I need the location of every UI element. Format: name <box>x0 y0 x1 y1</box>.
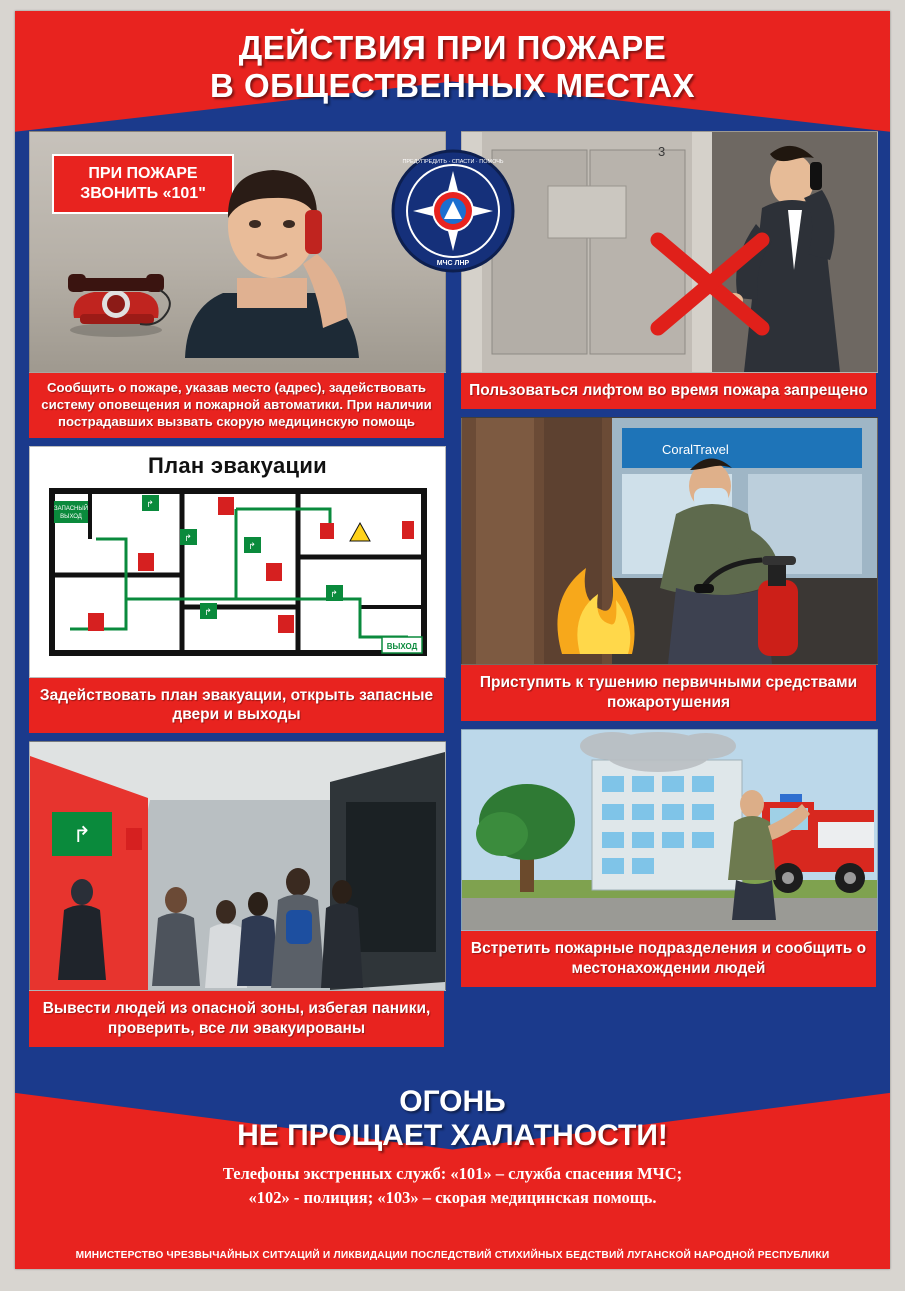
svg-text:↱: ↱ <box>146 498 154 509</box>
lift-scene <box>462 132 877 372</box>
plan-title: План эвакуации <box>147 452 327 478</box>
svg-text:ПРЕДУПРЕДИТЬ · СПАСТИ · ПОМОЧЬ: ПРЕДУПРЕДИТЬ · СПАСТИ · ПОМОЧЬ <box>401 159 504 165</box>
extinguisher-scene <box>462 418 877 664</box>
man-with-phone-illustration <box>177 158 367 358</box>
call-badge-line-1: ПРИ ПОЖАРЕ <box>88 165 198 182</box>
footer-slogan <box>15 1085 890 1152</box>
caption-lift: Пользоваться лифтом во время пожара запрещено <box>461 373 876 409</box>
svg-text:↱: ↱ <box>204 606 212 617</box>
svg-text:МЧС ЛНР: МЧС ЛНР <box>436 260 469 267</box>
cell-plan <box>29 446 444 734</box>
photo-lift-forbidden <box>461 131 878 373</box>
photo-corridor-evacuation <box>29 741 446 991</box>
svg-text:↱: ↱ <box>72 822 92 848</box>
right-column <box>461 131 876 995</box>
svg-text:↱: ↱ <box>184 532 192 543</box>
cell-meet <box>461 729 876 987</box>
poster-footer <box>15 1077 890 1269</box>
svg-text:ВЫХОД: ВЫХОД <box>60 513 82 520</box>
header-line-1: ДЕЙСТВИЯ ПРИ ПОЖАРЕ <box>238 29 667 67</box>
poster <box>15 11 890 1269</box>
header-line-2: В ОБЩЕСТВЕННЫХ МЕСТАХ <box>209 67 696 104</box>
svg-text:ЗАПАСНЫЙ: ЗАПАСНЫЙ <box>53 505 89 512</box>
footer-slogan-line-1: ОГОНЬ <box>399 1085 506 1118</box>
left-column <box>29 131 444 1055</box>
poster-header <box>15 11 890 123</box>
caption-call: Сообщить о пожаре, указав место (адрес), задействовать систему оповещения и пожарной автоматики. При наличии пострадавших вызвать скорую медицинскую помощь <box>29 373 444 438</box>
footer-ministry: МИНИСТЕРСТВО ЧРЕЗВЫЧАЙНЫХ СИТУАЦИЙ И ЛИКВИДАЦИИ ПОСЛЕДСТВИЙ СТИХИЙНЫХ БЕДСТВИЙ ЛУГАНСКОЙ НАРОДНОЙ РЕСПУБЛИКИ <box>75 1250 830 1261</box>
call-badge-line-2: ЗВОНИТЬ «101" <box>80 185 206 202</box>
svg-text:↱: ↱ <box>248 540 256 551</box>
caption-extinguish: Приступить к тушению первичными средствами пожаротушения <box>461 665 876 721</box>
photo-extinguishing <box>461 417 878 665</box>
caption-meet: Встретить пожарные подразделения и сообщить о местонахождении людей <box>461 931 876 987</box>
footer-slogan-line-2: НЕ ПРОЩАЕТ ХАЛАТНОСТИ! <box>237 1118 668 1152</box>
cell-lift <box>461 131 876 409</box>
cell-extinguish <box>461 417 876 721</box>
firetruck-scene <box>462 730 877 930</box>
caption-plan: Задействовать план эвакуации, открыть запасные двери и выходы <box>29 678 444 734</box>
photo-meet-firefighters <box>461 729 878 931</box>
rotary-phone-icon <box>60 260 172 338</box>
footer-phones <box>15 1162 890 1210</box>
photo-evacuation-plan <box>29 446 446 678</box>
mchs-emblem-icon <box>391 149 515 273</box>
floor-plan-drawing <box>30 479 445 669</box>
photo-man-calling <box>29 131 446 373</box>
shop-sign-text: CoralTravel <box>662 442 729 458</box>
floor-number: 3 <box>658 144 666 159</box>
svg-text:↱: ↱ <box>330 588 338 599</box>
svg-text:ВЫХОД: ВЫХОД <box>386 641 418 651</box>
caption-evacuate: Вывести людей из опасной зоны, избегая паники, проверить, все ли эвакуированы <box>29 991 444 1047</box>
cell-call <box>29 131 444 438</box>
footer-phones-line-2: «102» - полиция; «103» – скорая медицинская помощь. <box>248 1188 657 1208</box>
footer-phones-line-1: Телефоны экстренных служб: «101» – служба спасения МЧС; <box>222 1164 683 1184</box>
cell-evacuate <box>29 741 444 1047</box>
corridor-scene <box>30 742 445 990</box>
